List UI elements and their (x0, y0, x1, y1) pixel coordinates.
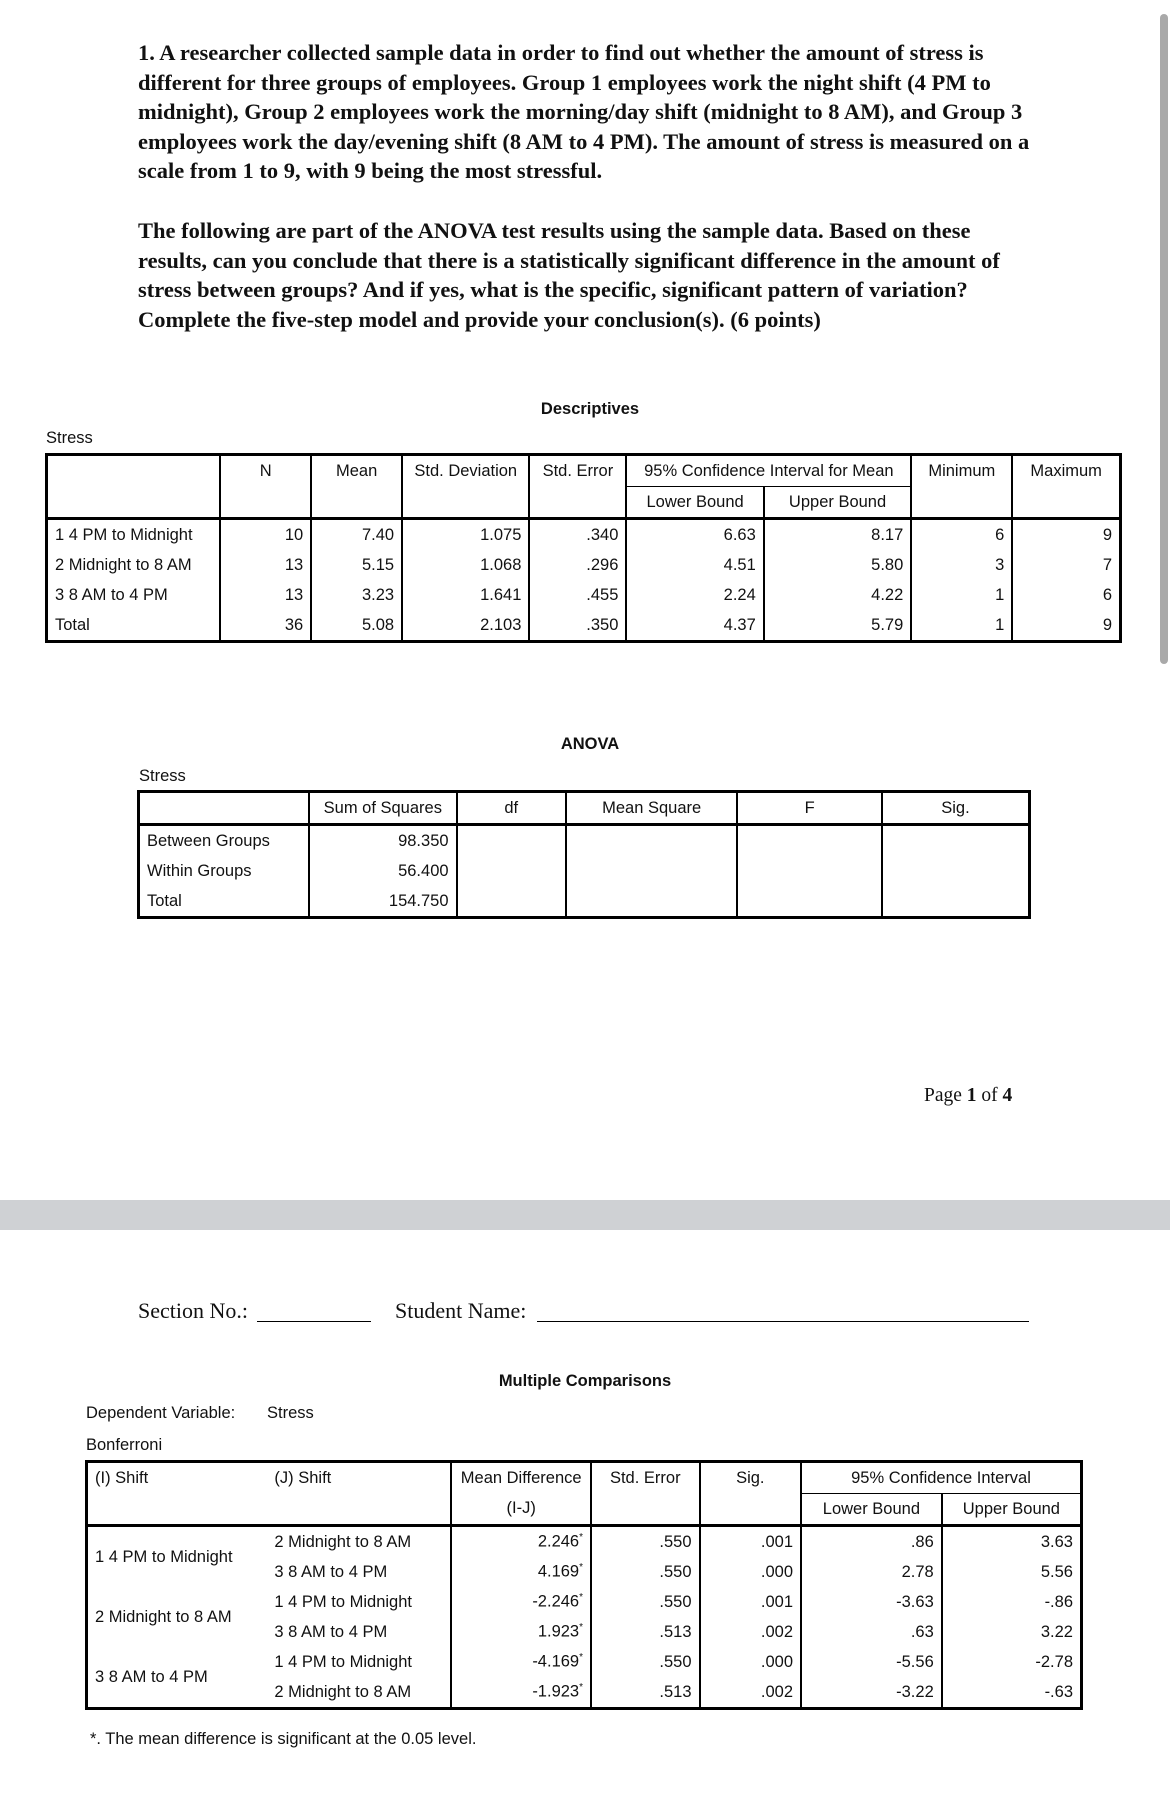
cell-lower: 4.37 (626, 610, 763, 642)
desc-header-n: N (220, 455, 311, 487)
page-total: 4 (1002, 1085, 1013, 1106)
cell-se: .455 (529, 580, 626, 610)
cell-upper: 8.17 (764, 519, 912, 551)
source-label: Between Groups (147, 831, 270, 850)
mc-cell-upper: -.86 (942, 1587, 1082, 1617)
anova-header-df: df (457, 792, 566, 825)
mc-title: Multiple Comparisons (498, 1372, 672, 1390)
mc-cell-upper: 3.22 (942, 1617, 1082, 1647)
scrollbar-thumb[interactable] (1160, 14, 1168, 664)
mc-header-md-sub: (I-J) (451, 1494, 591, 1526)
mc-cell-lower: -3.63 (801, 1587, 942, 1617)
cell-min: 3 (911, 550, 1012, 580)
mc-cell-j: 3 8 AM to 4 PM (274, 1562, 388, 1581)
cell-n: 10 (220, 519, 311, 551)
mc-header-upper: Upper Bound (942, 1494, 1082, 1526)
descriptives-table (45, 453, 1122, 643)
question-paragraph-2: The following are part of the ANOVA test results using the sample data. Based on these results, can you conclude that there is a statistically significant difference in the amount of stress between groups? And if yes, what is the specific, significant pattern of variation? Complete the five-step model and provide your conclusion(s). (6 points) (138, 218, 1000, 332)
mc-cell-lower: -5.56 (801, 1647, 942, 1677)
table-row (87, 1647, 1082, 1677)
cell-ss: 98.350 (309, 825, 456, 857)
page-label: Page (924, 1085, 962, 1106)
cell-mean: 5.15 (311, 550, 402, 580)
cell-n: 13 (220, 550, 311, 580)
mc-header-ci: 95% Confidence Interval (801, 1462, 1081, 1494)
page-separator (0, 1200, 1170, 1230)
group-label: Total (55, 615, 90, 634)
anova-variable: Stress (139, 767, 186, 785)
cell-n: 13 (220, 580, 311, 610)
desc-header-sd: Std. Deviation (402, 455, 529, 487)
mc-cell-se: .550 (591, 1526, 700, 1558)
desc-header-upper: Upper Bound (764, 487, 912, 519)
mc-cell-md: -1.923* (451, 1677, 591, 1709)
mc-cell-sig: .002 (700, 1617, 802, 1647)
anova-table (137, 790, 1031, 919)
descriptives-variable: Stress (46, 429, 93, 447)
mc-group-i: 2 Midnight to 8 AM (95, 1607, 232, 1626)
cell-sd: 1.641 (402, 580, 529, 610)
mc-cell-j: 2 Midnight to 8 AM (274, 1532, 412, 1551)
page-number (924, 1085, 1012, 1107)
mc-cell-sig: .000 (700, 1557, 802, 1587)
mc-method: Bonferroni (86, 1436, 163, 1454)
mc-group-i: 3 8 AM to 4 PM (95, 1667, 208, 1686)
anova-header-blank (139, 792, 310, 825)
mc-header-j: (J) Shift (274, 1468, 332, 1487)
mc-cell-lower: 2.78 (801, 1557, 942, 1587)
mc-cell-se: .513 (591, 1617, 700, 1647)
desc-header-ci: 95% Confidence Interval for Mean (626, 455, 911, 487)
mc-cell-j: 1 4 PM to Midnight (274, 1592, 412, 1611)
cell-se: .340 (529, 519, 626, 551)
cell-mean: 5.08 (311, 610, 402, 642)
table-row (87, 1526, 1082, 1558)
cell-min: 1 (911, 610, 1012, 642)
mc-cell-sig: .000 (700, 1647, 802, 1677)
mc-cell-sig: .002 (700, 1677, 802, 1709)
name-label: Student Name: (395, 1298, 527, 1323)
cell-max: 7 (1012, 550, 1120, 580)
mc-cell-upper: 3.63 (942, 1526, 1082, 1558)
mc-cell-md: -4.169* (451, 1647, 591, 1677)
cell-sd: 1.075 (402, 519, 529, 551)
cell-max: 9 (1012, 610, 1120, 642)
anova-header-ss: Sum of Squares (309, 792, 456, 825)
cell-lower: 4.51 (626, 550, 763, 580)
mc-cell-sig: .001 (700, 1587, 802, 1617)
cell-lower: 2.24 (626, 580, 763, 610)
mc-header-se: Std. Error (591, 1462, 700, 1494)
cell-n: 36 (220, 610, 311, 642)
table-row (87, 1587, 1082, 1617)
desc-header-blank (47, 455, 221, 487)
table-row (139, 886, 1030, 918)
mc-header-lower: Lower Bound (801, 1494, 942, 1526)
mc-header-sig: Sig. (700, 1462, 802, 1494)
mc-cell-se: .550 (591, 1587, 700, 1617)
mc-cell-lower: .63 (801, 1617, 942, 1647)
cell-max: 6 (1012, 580, 1120, 610)
cell-mean: 7.40 (311, 519, 402, 551)
mc-cell-md: 1.923* (451, 1617, 591, 1647)
mc-cell-se: .550 (591, 1647, 700, 1677)
desc-header-mean: Mean (311, 455, 402, 487)
group-label: 2 Midnight to 8 AM (55, 555, 192, 574)
section-field[interactable] (257, 1321, 371, 1322)
question-paragraph-1: 1. A researcher collected sample data in order to find out whether the amount of stress is different for three groups of employees. Group 1 employees work the night shift (4 PM to midnight), Group 2 employees work the morning/day shift (midnight to 8 AM), and Group 3 employees work the day/evening shift (8 AM to 4 PM). The amount of stress is measured on a scale from 1 to 9, with 9 being the most stressful. (138, 40, 1030, 183)
page-current: 1 (966, 1085, 977, 1106)
desc-header-lower: Lower Bound (626, 487, 763, 519)
cell-ss: 154.750 (309, 886, 456, 918)
cell-sd: 1.068 (402, 550, 529, 580)
mc-dep-value: Stress (267, 1404, 314, 1422)
table-row (47, 550, 1121, 580)
mc-header-i: (I) Shift (95, 1468, 149, 1487)
mc-header-md: Mean Difference (451, 1462, 591, 1494)
descriptives-title: Descriptives (540, 400, 640, 418)
cell-min: 1 (911, 580, 1012, 610)
source-label: Total (147, 891, 182, 910)
mc-group-i: 1 4 PM to Midnight (95, 1547, 233, 1566)
cell-mean: 3.23 (311, 580, 402, 610)
mc-cell-j: 2 Midnight to 8 AM (274, 1682, 412, 1701)
mc-cell-j: 3 8 AM to 4 PM (274, 1622, 388, 1641)
anova-title: ANOVA (560, 735, 620, 753)
scrollbar[interactable] (1156, 0, 1170, 1200)
cell-upper: 5.79 (764, 610, 912, 642)
cell-lower: 6.63 (626, 519, 763, 551)
desc-header-se: Std. Error (529, 455, 626, 487)
group-label: 3 8 AM to 4 PM (55, 585, 168, 604)
anova-header-f: F (737, 792, 881, 825)
section-label: Section No.: (138, 1298, 248, 1323)
mc-cell-lower: -3.22 (801, 1677, 942, 1709)
cell-max: 9 (1012, 519, 1120, 551)
cell-min: 6 (911, 519, 1012, 551)
table-row (139, 825, 1030, 857)
page-of: of (981, 1085, 998, 1106)
mc-cell-upper: -2.78 (942, 1647, 1082, 1677)
mc-cell-upper: 5.56 (942, 1557, 1082, 1587)
table-row (47, 610, 1121, 642)
mc-table (85, 1460, 1083, 1710)
cell-upper: 5.80 (764, 550, 912, 580)
anova-header-ms: Mean Square (566, 792, 738, 825)
source-label: Within Groups (147, 861, 252, 880)
anova-header-sig: Sig. (882, 792, 1030, 825)
cell-se: .350 (529, 610, 626, 642)
mc-cell-md: 2.246* (451, 1526, 591, 1558)
mc-cell-upper: -.63 (942, 1677, 1082, 1709)
mc-cell-md: 4.169* (451, 1557, 591, 1587)
mc-cell-se: .513 (591, 1677, 700, 1709)
mc-cell-sig: .001 (700, 1526, 802, 1558)
cell-sd: 2.103 (402, 610, 529, 642)
desc-header-max: Maximum (1012, 455, 1120, 487)
table-row (139, 856, 1030, 886)
mc-cell-lower: .86 (801, 1526, 942, 1558)
desc-header-min: Minimum (911, 455, 1012, 487)
mc-cell-se: .550 (591, 1557, 700, 1587)
mc-footnote: *. The mean difference is significant at the 0.05 level. (90, 1730, 477, 1748)
cell-upper: 4.22 (764, 580, 912, 610)
table-row (47, 519, 1121, 551)
name-field[interactable] (537, 1321, 1029, 1322)
group-label: 1 4 PM to Midnight (55, 525, 193, 544)
mc-dep-label: Dependent Variable: (86, 1404, 236, 1422)
table-row (47, 580, 1121, 610)
cell-ss: 56.400 (309, 856, 456, 886)
cell-se: .296 (529, 550, 626, 580)
mc-cell-j: 1 4 PM to Midnight (274, 1652, 412, 1671)
mc-cell-md: -2.246* (451, 1587, 591, 1617)
